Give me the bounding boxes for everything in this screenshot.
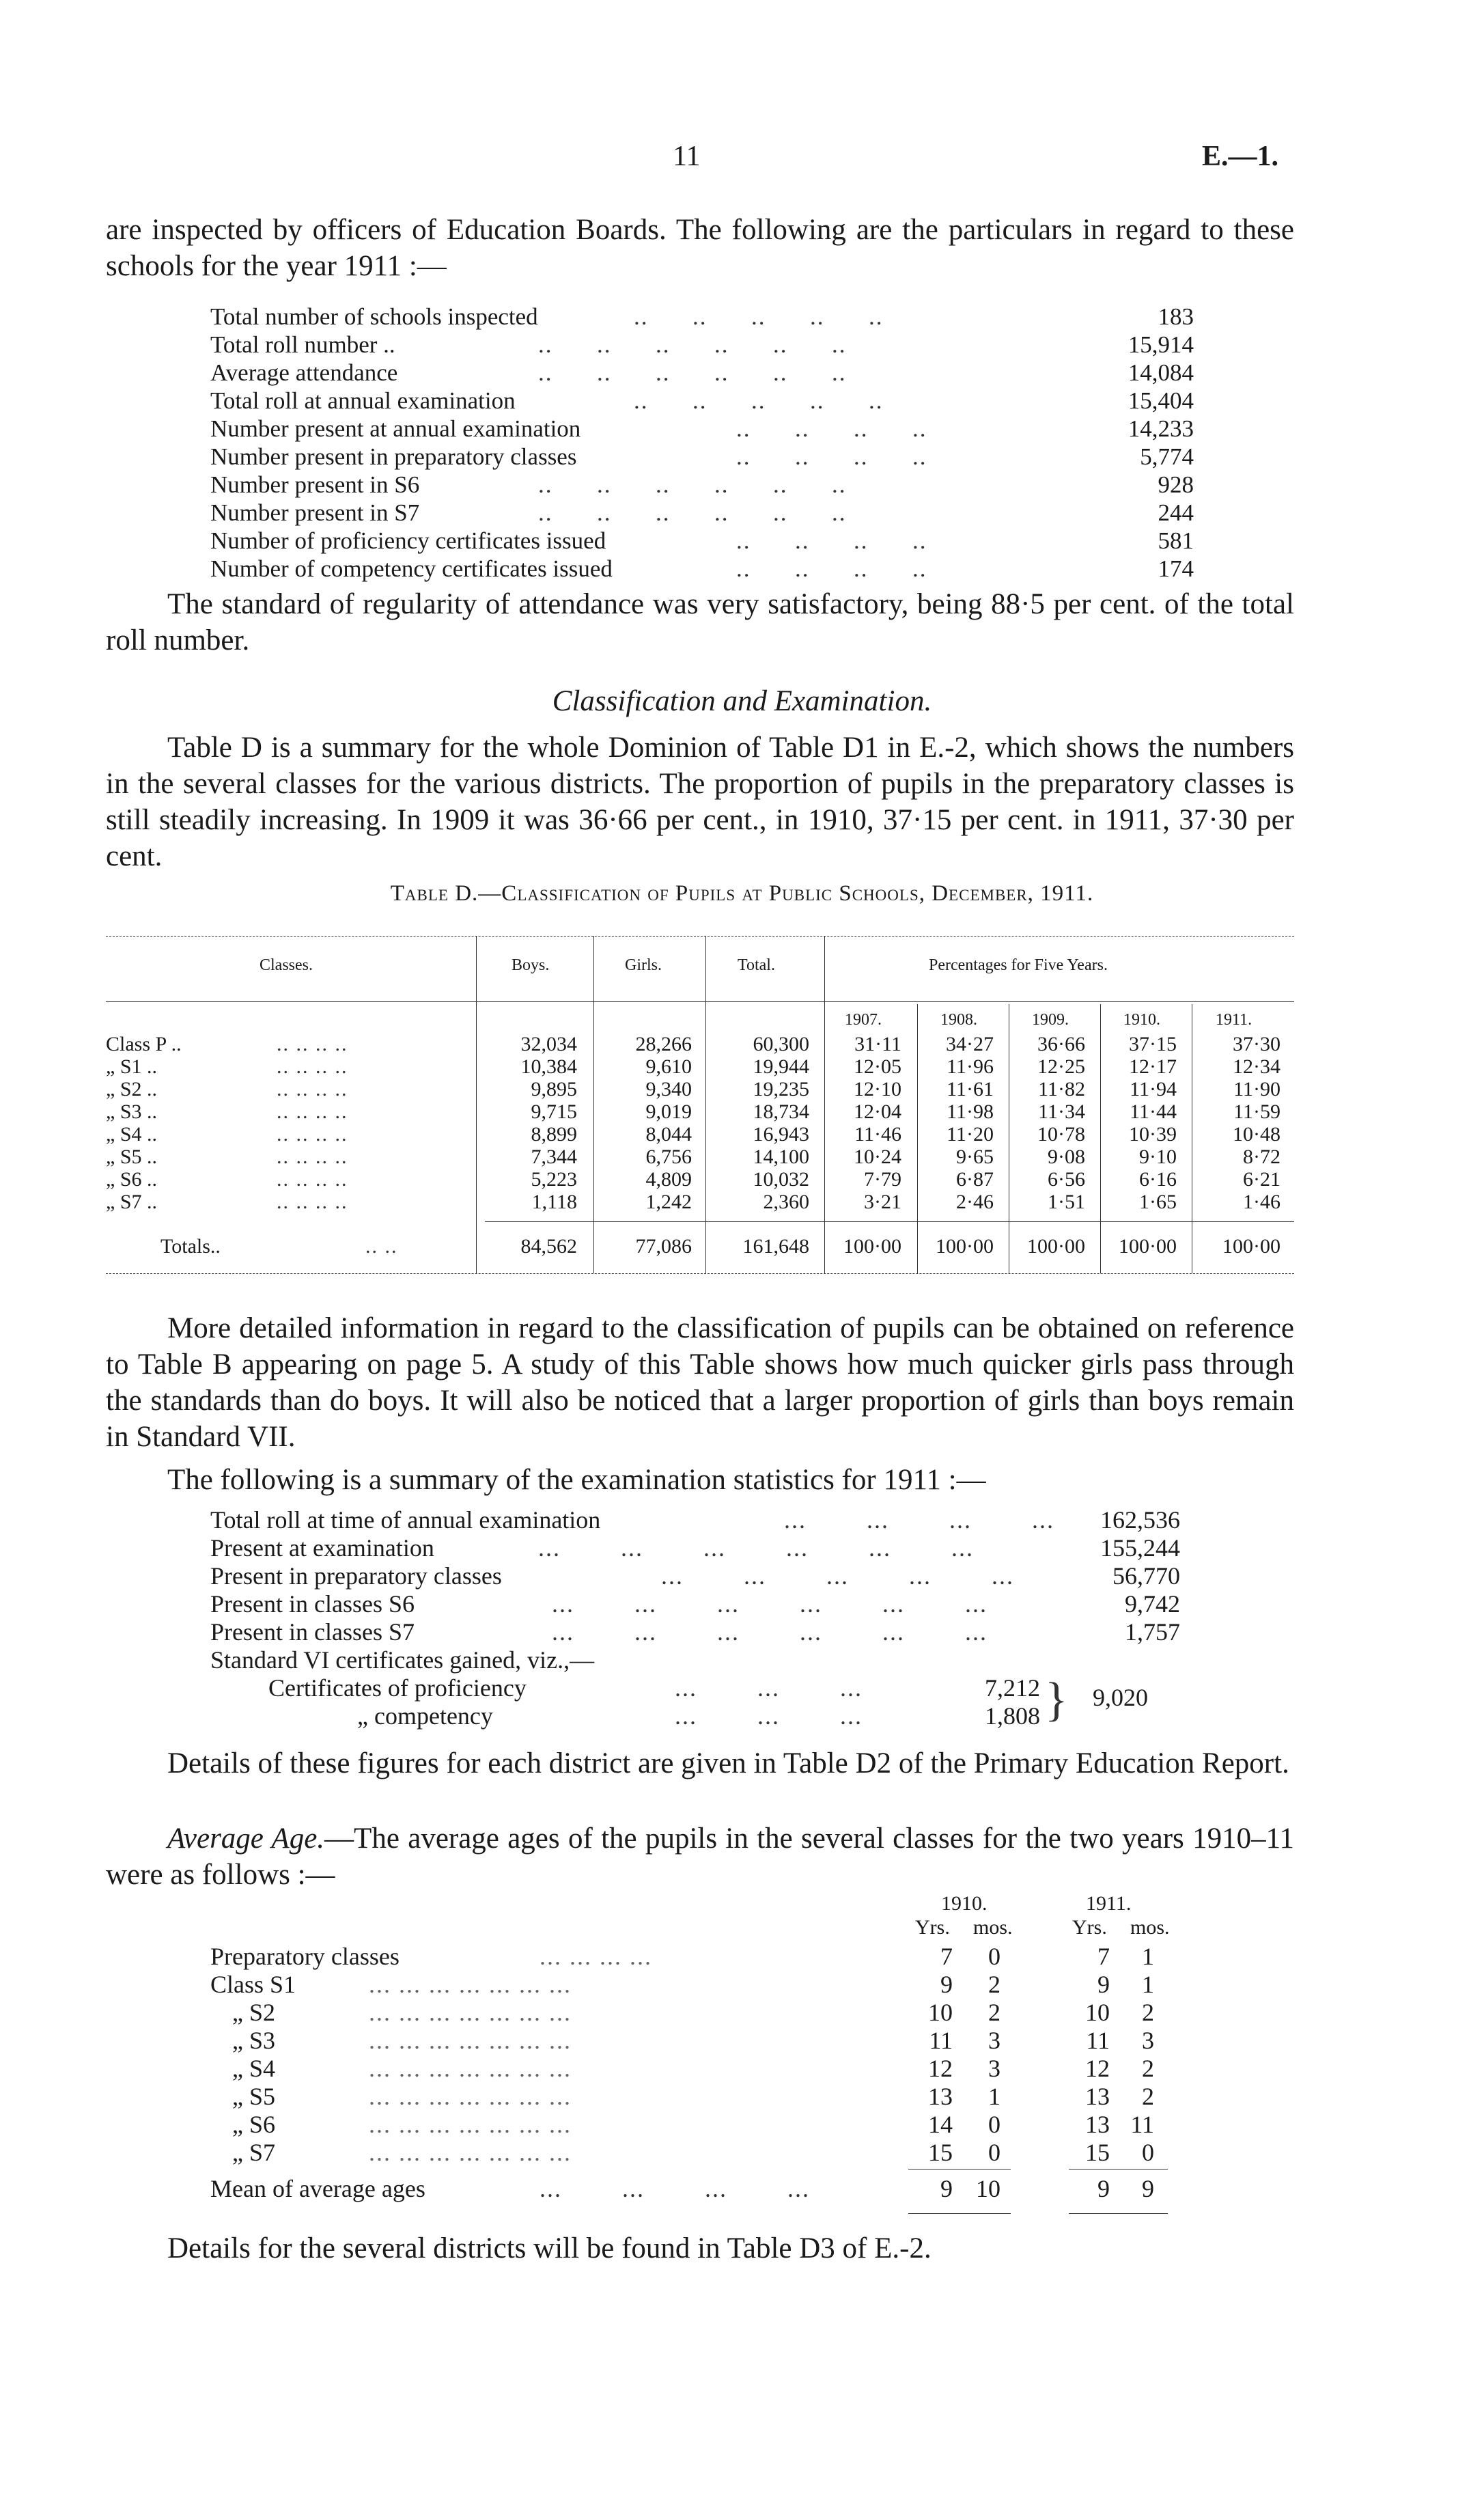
cell-pct: 11·34 — [1038, 1100, 1085, 1123]
cell-pct: 11·98 — [947, 1100, 994, 1123]
age-m1910: 3 — [988, 2027, 1000, 2054]
cell-pct: 6·56 — [1048, 1168, 1085, 1191]
age-m1910: 2 — [988, 1971, 1000, 1998]
age-yrs-1911: Yrs. — [1072, 1916, 1107, 1939]
exam-value: 155,244 — [1100, 1534, 1180, 1562]
intro-paragraph: are inspected by officers of Education Boards. The following are the particulars in regard to these schools for the year 1911 :— — [106, 214, 1294, 282]
cell-pct: 37·15 — [1129, 1033, 1177, 1055]
cell-total: 18,734 — [753, 1100, 809, 1123]
year-header-1909: 1909. — [1032, 1011, 1069, 1029]
stats-value: 244 — [1158, 499, 1194, 526]
age-m1911: 11 — [1130, 2111, 1154, 2138]
age-yrs-1910: Yrs. — [915, 1916, 950, 1939]
age-mos-1911: mos. — [1130, 1916, 1170, 1939]
stats-label: Total number of schools inspected — [210, 303, 538, 330]
cell-pct: 12·10 — [854, 1078, 901, 1100]
year-header-1908: 1908. — [940, 1011, 977, 1029]
stats-label: Number present in S6 — [210, 471, 420, 498]
cert-competency-label: „ competency — [357, 1702, 493, 1730]
age-y1910: 12 — [928, 2055, 953, 2082]
cell-total: 19,944 — [753, 1055, 809, 1078]
cell-girls: 9,340 — [645, 1078, 692, 1100]
exam-row: Present in classes S6 ... ... ... ... ... ... 9,742 — [210, 1590, 1180, 1618]
exam-row: Present in classes S7 ... ... ... ... ... ... 1,757 — [210, 1618, 1180, 1646]
age-y1910: 14 — [928, 2111, 953, 2138]
cell-total: 14,100 — [753, 1146, 809, 1168]
stats-list — [210, 303, 1194, 583]
age-row-label: Class S1 — [210, 1971, 296, 1998]
col-header-total: Total. — [738, 956, 775, 974]
cell-pct: 8·72 — [1243, 1146, 1280, 1168]
row-dots: .. .. .. .. — [277, 1078, 348, 1100]
row-label: „ S2 .. — [106, 1078, 157, 1100]
age-m1910: 1 — [988, 2083, 1000, 2110]
row-dots: .. .. .. .. — [277, 1033, 348, 1055]
age-row-label: „ S4 — [232, 2055, 275, 2082]
row-label: „ S7 .. — [106, 1191, 157, 1213]
average-age-paragraph — [106, 1820, 1294, 1893]
certs-heading: Standard VI certificates gained, viz.,— — [210, 1646, 595, 1674]
cell-total: 10,032 — [753, 1168, 809, 1191]
stats-value: 174 — [1158, 555, 1194, 582]
stats-row: Number of proficiency certificates issued .. .. .. .. 581 — [210, 527, 1194, 554]
exam-label: Present in preparatory classes — [210, 1562, 502, 1590]
year-header-1910: 1910. — [1123, 1011, 1160, 1029]
section-paragraph: Table D is a summary for the whole Dominion of Table D1 in E.-2, which shows the numbers in the several classes for the various districts. The proportion of pupils in the preparatory classes is still steadily increasing. In 1909 it was 36·66 per cent., in 1910, 37·15 per cent. in 1911, 37·30 per cent. — [106, 732, 1294, 872]
row-label: „ S6 .. — [106, 1168, 157, 1191]
cert-competency-value: 1,808 — [985, 1702, 1040, 1730]
age-y1910: 11 — [929, 2027, 953, 2054]
exam-label: Present in classes S6 — [210, 1590, 415, 1618]
age-mean-y1910: 9 — [940, 2175, 953, 2202]
stats-value: 15,404 — [1128, 387, 1194, 414]
cell-girls: 9,019 — [645, 1100, 692, 1123]
exam-row: Present in preparatory classes ... ... ... ... ... 56,770 — [210, 1562, 1180, 1590]
row-dots: .. .. .. .. — [277, 1123, 348, 1146]
stats-row: Number present in S6 .. .. .. .. .. .. 928 — [210, 471, 1194, 498]
cell-pct: 12·05 — [854, 1055, 901, 1078]
age-year-1911: 1911. — [1086, 1892, 1132, 1915]
age-mean-m1910: 10 — [976, 2175, 1000, 2202]
age-row-dots: ... ... ... ... ... ... ... — [369, 2027, 572, 2054]
row-label: „ S4 .. — [106, 1123, 157, 1146]
cell-total: 16,943 — [753, 1123, 809, 1146]
cell-pct: 34·27 — [946, 1033, 994, 1055]
stats-value: 14,084 — [1128, 359, 1194, 386]
year-header-1911: 1911. — [1216, 1011, 1252, 1029]
section-heading: Classification and Examination. — [552, 685, 932, 717]
age-row-label: Preparatory classes — [210, 1943, 400, 1970]
exam-value: 162,536 — [1100, 1506, 1180, 1534]
cell-pct: 9·08 — [1048, 1146, 1085, 1168]
age-row-dots: ... ... ... ... ... ... ... — [369, 2111, 572, 2138]
exam-label: Present at examination — [210, 1534, 434, 1562]
age-y1910: 10 — [928, 1999, 953, 2026]
age-m1911: 3 — [1142, 2027, 1154, 2054]
stats-row: Total roll number .. .. .. .. .. .. .. 15,914 — [210, 331, 1194, 358]
cell-girls: 8,044 — [645, 1123, 692, 1146]
stats-value: 15,914 — [1128, 331, 1194, 358]
age-m1910: 0 — [988, 2111, 1000, 2138]
age-mos-1910: mos. — [973, 1916, 1013, 1939]
stats-row: Number present in S7 .. .. .. .. .. .. 244 — [210, 499, 1194, 526]
exam-value: 56,770 — [1112, 1562, 1180, 1590]
age-m1911: 0 — [1142, 2139, 1154, 2166]
age-row-label: „ S2 — [232, 1999, 275, 2026]
table-d — [106, 936, 1294, 1284]
stats-label: Total roll number .. — [210, 331, 395, 358]
cell-pct: 37·30 — [1233, 1033, 1280, 1055]
totals-pct: 100·00 — [843, 1235, 901, 1258]
stats-row: Total roll at annual examination .. .. .. .. .. 15,404 — [210, 387, 1194, 414]
cell-pct: 3·21 — [864, 1191, 901, 1213]
totals-boys: 84,562 — [520, 1235, 577, 1258]
final-paragraph: Details for the several districts will be found in Table D3 of E.-2. — [167, 2232, 932, 2264]
age-m1911: 2 — [1142, 1999, 1154, 2026]
cell-pct: 11·94 — [1130, 1078, 1177, 1100]
cell-total: 60,300 — [753, 1033, 809, 1055]
stats-value: 5,774 — [1140, 443, 1194, 470]
average-age-text: —The average ages of the pupils in the several classes for the two years 1910–11 were as follows :— — [106, 1822, 1294, 1891]
cell-pct: 31·11 — [854, 1033, 901, 1055]
cell-girls: 6,756 — [645, 1146, 692, 1168]
cell-boys: 5,223 — [531, 1168, 577, 1191]
row-dots: .. .. .. .. — [277, 1146, 348, 1168]
totals-total: 161,648 — [742, 1235, 809, 1258]
cell-boys: 8,899 — [531, 1123, 577, 1146]
age-row-label: „ S6 — [232, 2111, 275, 2138]
stats-value: 14,233 — [1128, 415, 1194, 442]
stats-label: Number of competency certificates issued — [210, 555, 613, 582]
col-header-girls: Girls. — [625, 956, 662, 974]
totals-girls: 77,086 — [635, 1235, 692, 1258]
age-m1910: 3 — [988, 2055, 1000, 2082]
exam-label: Total roll at time of annual examination — [210, 1506, 601, 1534]
cell-boys: 1,118 — [531, 1191, 577, 1213]
stats-row: Total number of schools inspected .. .. .. .. .. 183 — [210, 303, 1194, 330]
stats-label: Number present in preparatory classes — [210, 443, 577, 470]
cell-pct: 6·87 — [956, 1168, 994, 1191]
cell-pct: 11·61 — [947, 1078, 994, 1100]
cell-pct: 10·78 — [1037, 1123, 1085, 1146]
cell-pct: 12·17 — [1129, 1055, 1177, 1078]
stats-row: Number present in preparatory classes .. .. .. .. 5,774 — [210, 443, 1194, 470]
cell-total: 19,235 — [753, 1078, 809, 1100]
cell-pct: 11·46 — [854, 1123, 901, 1146]
stats-value: 183 — [1158, 303, 1194, 330]
exam-row: Total roll at time of annual examination ... ... ... ... 162,536 — [210, 1506, 1180, 1534]
age-row-label: „ S3 — [232, 2027, 275, 2054]
cell-pct: 10·24 — [854, 1146, 901, 1168]
totals-pct: 100·00 — [1222, 1235, 1280, 1258]
age-m1911: 2 — [1142, 2083, 1154, 2110]
exam-summary-intro: The following is a summary of the examination statistics for 1911 :— — [167, 1464, 986, 1496]
row-dots: .. .. .. .. — [277, 1191, 348, 1213]
age-mean-y1911: 9 — [1097, 2175, 1110, 2202]
exam-label: Present in classes S7 — [210, 1618, 415, 1646]
cell-pct: 9·10 — [1139, 1146, 1177, 1168]
age-y1910: 9 — [940, 1971, 953, 1998]
cert-proficiency-value: 7,212 — [985, 1674, 1040, 1702]
age-m1910: 2 — [988, 1999, 1000, 2026]
totals-label: Totals.. — [160, 1235, 221, 1258]
totals-pct: 100·00 — [1027, 1235, 1085, 1258]
cell-total: 2,360 — [763, 1191, 809, 1213]
detail-paragraph: More detailed information in regard to the classification of pupils can be obtained on reference to Table B appearing on page 5. A study of this Table shows how much quicker girls pass through the standards than do boys. It will also be noticed that a larger proportion of girls than boys remain in Standard VII. — [106, 1312, 1294, 1453]
age-year-1910: 1910. — [941, 1892, 988, 1915]
cell-pct: 12·25 — [1037, 1055, 1085, 1078]
cell-pct: 1·51 — [1048, 1191, 1085, 1213]
cert-proficiency-label: Certificates of proficiency — [268, 1674, 527, 1702]
stats-value: 581 — [1158, 527, 1194, 554]
page-number: 11 — [673, 141, 701, 172]
average-age-heading: Average Age. — [167, 1822, 325, 1855]
row-label: Class P .. — [106, 1033, 182, 1055]
stats-value: 928 — [1158, 471, 1194, 498]
cell-pct: 11·90 — [1233, 1078, 1280, 1100]
cell-pct: 11·20 — [947, 1123, 994, 1146]
age-mean-m1911: 9 — [1142, 2175, 1154, 2202]
age-y1910: 15 — [928, 2139, 953, 2166]
cell-pct: 11·82 — [1038, 1078, 1085, 1100]
age-mean-label: Mean of average ages — [210, 2175, 425, 2202]
cell-pct: 12·34 — [1233, 1055, 1280, 1078]
row-dots: .. .. .. .. — [277, 1168, 348, 1191]
row-dots: .. .. .. .. — [277, 1055, 348, 1078]
cell-boys: 32,034 — [520, 1033, 577, 1055]
age-row-dots: ... ... ... ... ... ... ... — [369, 2083, 572, 2110]
totals-pct: 100·00 — [936, 1235, 994, 1258]
cell-pct: 11·96 — [947, 1055, 994, 1078]
age-y1910: 7 — [940, 1943, 953, 1970]
cert-brace: } — [1045, 1674, 1068, 1726]
stats-label: Number of proficiency certificates issued — [210, 527, 606, 554]
exam-row: Certificates of proficiency ... ... ... 7,212 — [268, 1674, 1040, 1702]
age-m1910: 0 — [988, 2139, 1000, 2166]
age-mean-dots: ... ... ... ... — [540, 2175, 810, 2202]
age-m1910: 0 — [988, 1943, 1000, 1970]
age-y1911: 9 — [1097, 1971, 1110, 1998]
totals-pct: 100·00 — [1119, 1235, 1177, 1258]
age-y1911: 13 — [1085, 2083, 1110, 2110]
age-row-dots: ... ... ... ... — [540, 1943, 652, 1970]
stats-label: Total roll at annual examination — [210, 387, 516, 414]
exam-row — [210, 1646, 1180, 1674]
row-label: „ S3 .. — [106, 1100, 157, 1123]
cell-boys: 10,384 — [520, 1055, 577, 1078]
row-label: „ S1 .. — [106, 1055, 157, 1078]
cell-girls: 1,242 — [645, 1191, 692, 1213]
exam-summary-list — [210, 1506, 1180, 1730]
exam-value: 9,742 — [1125, 1590, 1180, 1618]
age-y1911: 15 — [1085, 2139, 1110, 2166]
age-m1911: 1 — [1142, 1943, 1154, 1970]
cell-boys: 7,344 — [531, 1146, 577, 1168]
row-dots: .. .. .. .. — [277, 1100, 348, 1123]
document-reference: E.—1. — [1202, 141, 1279, 172]
stats-label: Number present in S7 — [210, 499, 420, 526]
age-row-dots: ... ... ... ... ... ... ... — [369, 2139, 572, 2166]
age-y1911: 10 — [1085, 1999, 1110, 2026]
row-label: „ S5 .. — [106, 1146, 157, 1168]
stats-row: Number present at annual examination .. .. .. .. 14,233 — [210, 415, 1194, 442]
cell-girls: 4,809 — [645, 1168, 692, 1191]
age-row-dots: ... ... ... ... ... ... ... — [369, 2055, 572, 2082]
cert-total: 9,020 — [1093, 1684, 1148, 1711]
age-y1911: 13 — [1085, 2111, 1110, 2138]
cell-pct: 10·48 — [1233, 1123, 1280, 1146]
age-m1911: 2 — [1142, 2055, 1154, 2082]
age-y1911: 12 — [1085, 2055, 1110, 2082]
exam-row: Present at examination ... ... ... ... ... ... 155,244 — [210, 1534, 1180, 1562]
cell-pct: 10·39 — [1129, 1123, 1177, 1146]
cell-pct: 12·04 — [854, 1100, 901, 1123]
details-paragraph: Details of these figures for each district are given in Table D2 of the Primary Education Report. — [167, 1747, 1289, 1779]
cell-pct: 11·59 — [1233, 1100, 1280, 1123]
cell-pct: 2·46 — [956, 1191, 994, 1213]
exam-row: „ competency ... ... ... 1,808 — [357, 1702, 1040, 1730]
age-y1911: 11 — [1086, 2027, 1110, 2054]
cell-pct: 36·66 — [1037, 1033, 1085, 1055]
age-y1911: 7 — [1097, 1943, 1110, 1970]
table-d-title: Table D.—Classification of Pupils at Public Schools, December, 1911. — [390, 881, 1094, 906]
age-y1910: 13 — [928, 2083, 953, 2110]
col-header-percentages: Percentages for Five Years. — [929, 956, 1108, 974]
cell-pct: 1·46 — [1243, 1191, 1280, 1213]
age-row-dots: ... ... ... ... ... ... ... — [369, 1999, 572, 2026]
col-header-boys: Boys. — [512, 956, 550, 974]
regularity-paragraph: The standard of regularity of attendance was very satisfactory, being 88·5 per cent. of the total roll number. — [106, 588, 1294, 656]
cell-girls: 9,610 — [645, 1055, 692, 1078]
stats-row: Average attendance .. .. .. .. .. .. 14,084 — [210, 359, 1194, 386]
cell-pct: 6·21 — [1243, 1168, 1280, 1191]
exam-value: 1,757 — [1125, 1618, 1180, 1646]
stats-label: Number present at annual examination — [210, 415, 581, 442]
cell-pct: 7·79 — [864, 1168, 901, 1191]
cell-girls: 28,266 — [635, 1033, 692, 1055]
cell-boys: 9,715 — [531, 1100, 577, 1123]
col-header-classes: Classes. — [260, 956, 313, 974]
age-row-dots: ... ... ... ... ... ... ... — [369, 1971, 572, 1998]
year-header-1907: 1907. — [845, 1011, 882, 1029]
age-row-label: „ S5 — [232, 2083, 275, 2110]
stats-row: Number of competency certificates issued .. .. .. .. 174 — [210, 555, 1194, 582]
stats-label: Average attendance — [210, 359, 398, 386]
cell-pct: 6·16 — [1139, 1168, 1177, 1191]
age-row-label: „ S7 — [232, 2139, 275, 2166]
cell-boys: 9,895 — [531, 1078, 577, 1100]
age-m1911: 1 — [1142, 1971, 1154, 1998]
cell-pct: 9·65 — [956, 1146, 994, 1168]
cell-pct: 11·44 — [1130, 1100, 1177, 1123]
totals-dots: .. .. — [365, 1235, 398, 1258]
cell-pct: 1·65 — [1139, 1191, 1177, 1213]
